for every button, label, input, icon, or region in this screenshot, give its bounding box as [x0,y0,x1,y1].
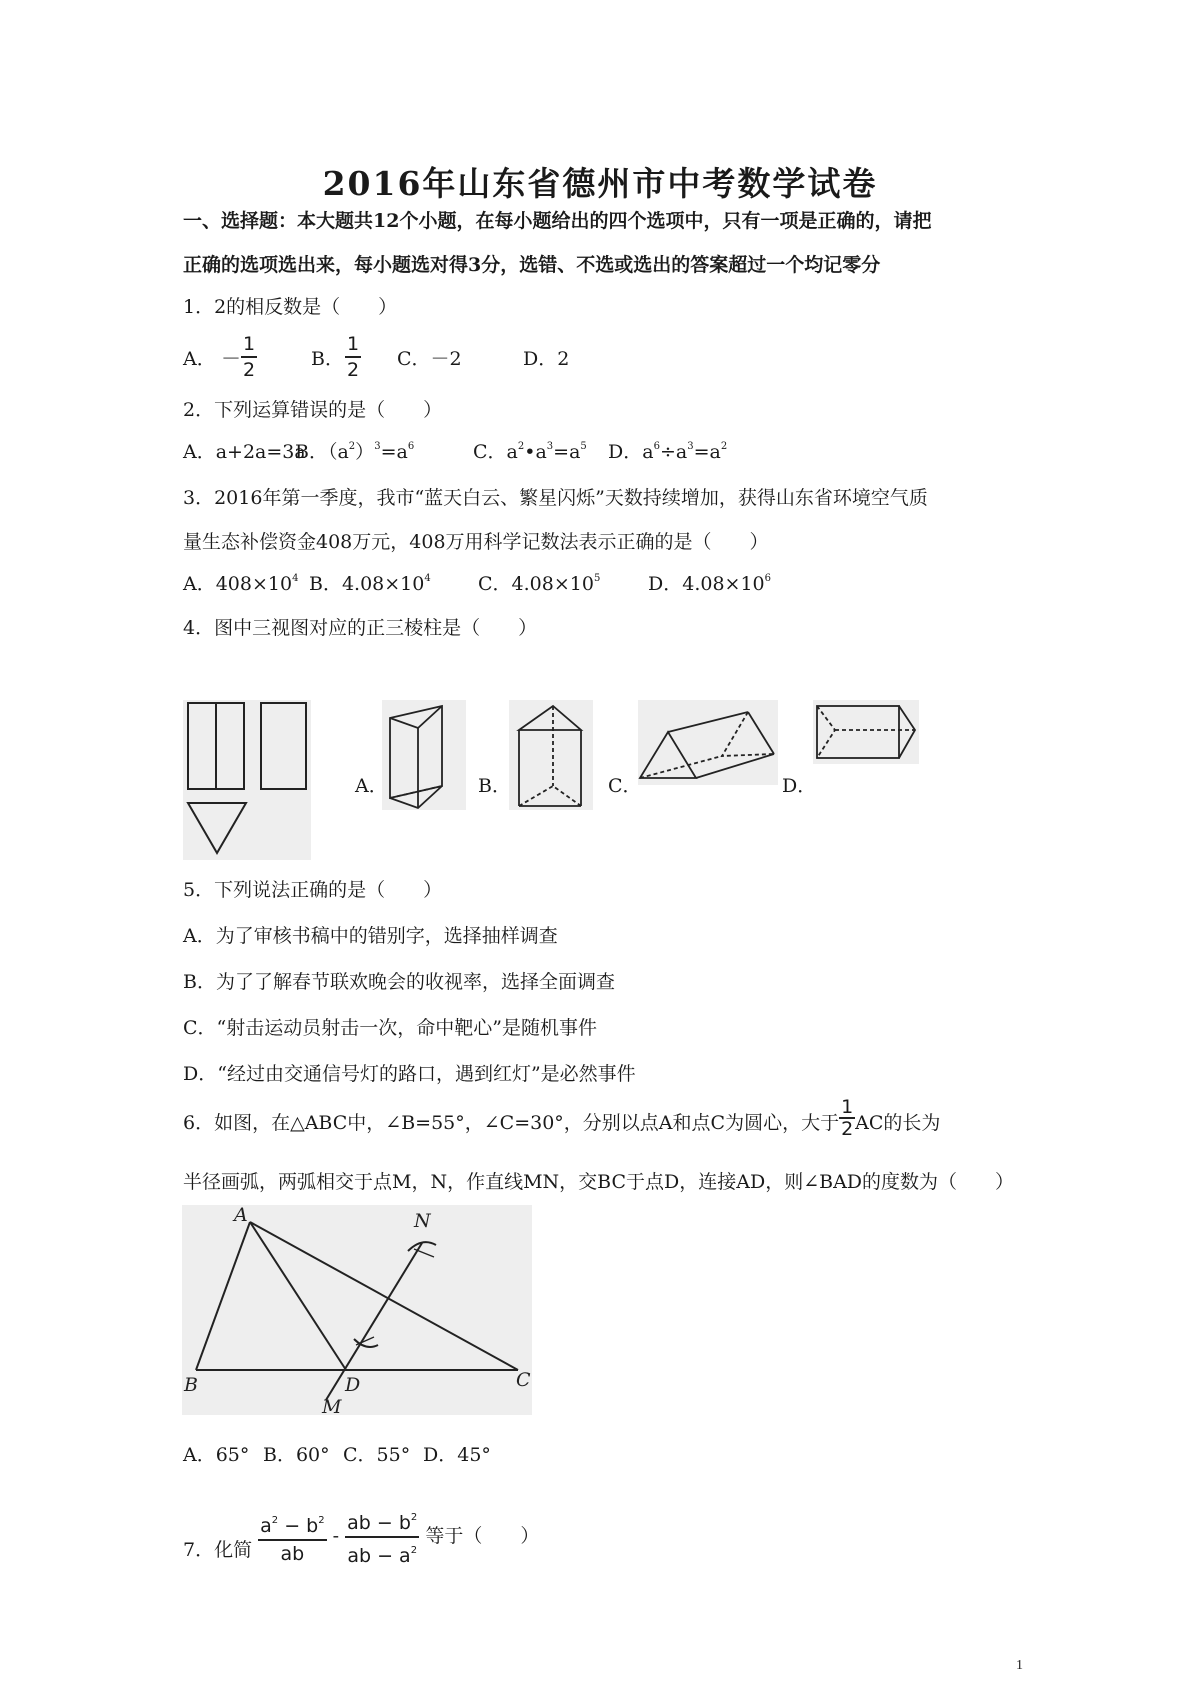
q2-b-exp3: 6 [407,441,415,452]
q4-three-views-figure [183,700,311,860]
q3-option-d [648,569,771,596]
q7-fraction-2 [345,1505,419,1569]
q2-b-exp1: 2 [348,441,356,452]
q6-frac-num: 1 [841,1096,854,1118]
q2-option-d [608,437,727,464]
q7-fraction-1 [258,1508,326,1567]
q6-line1-post: AC的长为 [855,1112,941,1134]
q7-post: 等于（ ） [425,1525,540,1547]
q6-triangle-figure [182,1205,532,1415]
q7-f1-numerator [258,1508,326,1541]
q1-option-b-fraction [345,332,361,382]
q1-option-d: D．2 [523,348,570,370]
q3-option-a [183,569,298,596]
q6-option-d: D．45° [423,1444,491,1466]
q7-f2-numerator [345,1505,419,1538]
q6-frac-den: 2 [841,1118,854,1140]
q1-option-b-label: B． [311,348,344,370]
q3-a-pre: A．408×10 [183,573,293,595]
q7-f2-den-exp: 2 [410,1545,418,1556]
q6-label-n: N [414,1210,431,1232]
q3-line1: 3．2016年第一季度，我市“蓝天白云、繁星闪烁”天数持续增加，获得山东省环境空气质 [183,487,928,509]
q7-f1-num-pre: a [260,1514,272,1537]
q2-option-a: A．a+2a=3a [183,441,306,463]
q2-c-exp1: 2 [517,441,525,452]
q6-arc-n [408,1242,436,1251]
q5-option-a: A．为了审核书稿中的错别字，选择抽样调查 [183,925,558,947]
q2-c-exp3: 5 [580,441,587,452]
q4-option-b-prism [509,700,593,810]
q1-option-a-frac [241,332,257,382]
q6-half-fraction [839,1097,855,1139]
q1-option-a-den: 2 [243,359,256,381]
q2-c-pre: C．a [473,441,518,463]
q6-label-a: A [234,1205,248,1226]
q2-d-mid: ÷a [659,441,688,463]
q6-option-b: B．60° [263,1444,330,1466]
q4-stem: 4．图中三视图对应的正三棱柱是（ ） [183,617,538,639]
q2-option-c [473,437,587,464]
q3-d-pre: D．4.08×10 [648,573,765,595]
q6-line1-pre: 6．如图，在△ABC中，∠B=55°，∠C=30°，分别以点A和点C为圆心，大于 [183,1112,840,1134]
q4-top-view-triangle [188,803,246,853]
q4-option-a-label: A． [355,775,388,797]
q7-f2-num-pre: ab − b [347,1512,411,1534]
page-number: 1 [1016,1658,1023,1673]
q3-a-exp: 4 [292,573,299,584]
q6-segment-ad [250,1222,346,1370]
q6-line-mn [326,1243,422,1400]
q7-f2-num-exp: 2 [410,1512,418,1523]
q3-c-pre: C．4.08×10 [478,573,594,595]
q1-stem: 1．2的相反数是（ ） [183,296,398,318]
q2-option-b [295,437,414,464]
q7-f2-denominator [345,1538,419,1569]
q6-option-a: A．65° [183,1444,250,1466]
q3-d-exp: 6 [764,573,772,584]
q2-d-exp2: 3 [687,441,694,452]
q1-option-b-den: 2 [347,359,360,381]
q4-option-d-prism [813,700,919,764]
q4-option-d-label: D． [782,775,817,797]
q1-option-b-num: 1 [345,332,361,358]
q6-label-c: C [516,1369,531,1391]
q3-c-exp: 5 [593,573,601,584]
q2-b-exp2: 3 [374,441,381,452]
q3-option-c [478,569,600,596]
q2-stem: 2．下列运算错误的是（ ） [183,399,443,421]
q7-line [183,1505,539,1569]
q5-stem: 5．下列说法正确的是（ ） [183,879,443,901]
q7-f1-num-exp1: 2 [271,1514,279,1526]
q1-option-a-num: 1 [241,332,257,358]
q6-label-m: M [322,1396,342,1415]
q2-d-pre: D．a [608,441,654,463]
q4-option-c-label: C． [608,775,642,797]
q2-c-post: =a [553,441,581,463]
q2-d-post: =a [693,441,721,463]
q1-option-a-fraction [221,332,257,382]
q6-option-c: C．55° [343,1444,411,1466]
q1-option-a-sign: － [221,346,241,371]
q3-b-exp: 4 [424,573,431,584]
q6-segment-ac [250,1222,518,1370]
q3-b-pre: B．4.08×10 [309,573,425,595]
q3-option-b [309,569,431,596]
q4-option-c-prism [638,700,778,785]
q7-pre: 7．化简 [183,1539,253,1561]
section-instructions-line2: 正确的选项选出来，每小题选对得3分，选错、不选或选出的答案超过一个均记零分 [183,254,881,276]
q1-option-a-label: A． [183,348,216,370]
q1-option-c: C．－2 [397,348,462,370]
q7-minus: - [332,1525,340,1547]
q6-label-b: B [184,1374,198,1396]
q5-option-b: B．为了了解春节联欢晚会的收视率，选择全面调查 [183,971,615,993]
q4-side-view [261,703,306,789]
q4-option-a-prism [382,700,466,810]
q2-b-pre: B．（a [295,441,349,463]
q7-f1-denominator: ab [280,1542,305,1565]
q2-c-mid: •a [524,441,547,463]
q5-option-d: D．“经过由交通信号灯的路口，遇到红灯”是必然事件 [183,1063,636,1085]
q2-b-post: =a [380,441,408,463]
q5-option-c: C．“射击运动员射击一次，命中靶心”是随机事件 [183,1017,597,1039]
q4-option-b-label: B． [478,775,511,797]
q3-line2: 量生态补偿资金408万元，408万用科学记数法表示正确的是（ ） [183,531,769,553]
q7-f1-num-exp2: 2 [318,1514,325,1526]
page-title: 2016年山东省德州市中考数学试卷 [322,164,878,203]
section-instructions-line1: 一、选择题：本大题共12个小题，在每小题给出的四个选项中，只有一项是正确的，请把 [183,210,932,232]
q2-b-mid: ） [355,441,375,463]
q1-option-b-frac [345,332,361,382]
q2-d-exp3: 2 [720,441,728,452]
q6-segment-ab [196,1222,250,1370]
q6-line1 [183,1096,941,1145]
q7-f1-num-mid: − b [278,1514,319,1537]
q6-label-d: D [345,1374,361,1396]
q2-d-exp1: 6 [653,441,660,452]
q2-c-exp2: 3 [546,441,554,452]
q6-line2: 半径画弧，两弧相交于点M，N，作直线MN，交BC于点D，连接AD，则∠BAD的度数为（ ） [183,1171,1015,1193]
q7-f2-den-pre: ab − a [347,1545,411,1567]
